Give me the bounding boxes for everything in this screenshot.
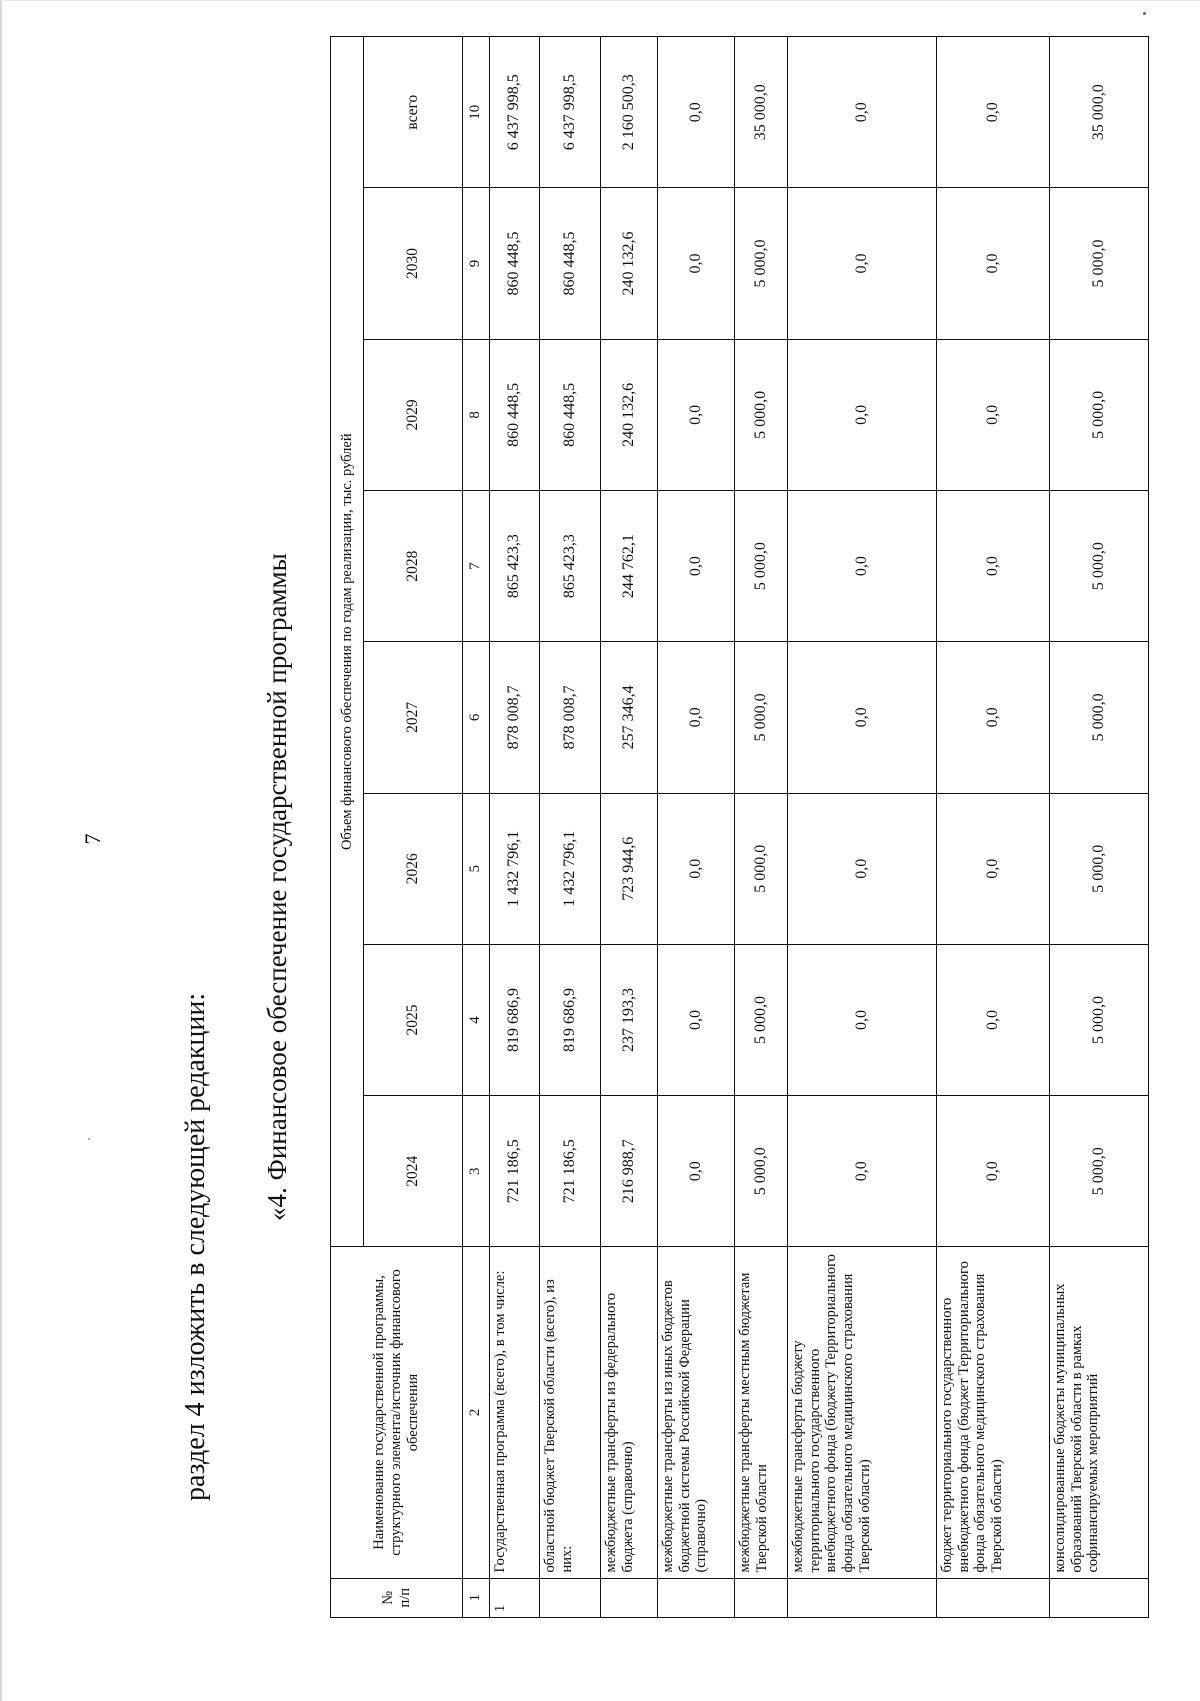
- row-value: 5 000,0: [735, 1096, 788, 1247]
- row-num: [937, 1578, 1050, 1617]
- row-total: 35 000,0: [1050, 37, 1149, 188]
- row-num: [601, 1578, 658, 1617]
- row-value: 721 186,5: [490, 1096, 540, 1247]
- row-value: 0,0: [937, 188, 1050, 339]
- table-row: [658, 37, 735, 1618]
- row-num: 1: [490, 1578, 540, 1617]
- column-index: 1: [463, 1578, 490, 1617]
- intro-line: раздел 4 изложить в следующей редакции:: [180, 992, 211, 1501]
- row-value: 865 423,3: [490, 490, 540, 641]
- row-value: 5 000,0: [1050, 642, 1149, 793]
- header-total: всего: [364, 37, 463, 188]
- table-row: [735, 37, 788, 1618]
- table-row: [788, 37, 937, 1618]
- row-value: 0,0: [788, 1096, 937, 1247]
- row-name: областной бюджет Тверской области (всего), из них:: [540, 1247, 601, 1578]
- row-value: 0,0: [788, 490, 937, 641]
- table-row: [540, 37, 601, 1618]
- column-index: 9: [463, 188, 490, 339]
- row-value: 5 000,0: [735, 642, 788, 793]
- row-value: 1 432 796,1: [540, 793, 601, 944]
- section-title: «4. Финансовое обеспечение государственной программы: [262, 553, 292, 1221]
- row-value: 0,0: [658, 642, 735, 793]
- row-value: 0,0: [658, 188, 735, 339]
- row-value: 819 686,9: [490, 944, 540, 1095]
- table-row: [937, 37, 1050, 1618]
- row-value: 0,0: [937, 944, 1050, 1095]
- row-value: 5 000,0: [735, 339, 788, 490]
- row-value: 878 008,7: [490, 642, 540, 793]
- row-value: 819 686,9: [540, 944, 601, 1095]
- row-name: межбюджетные трансферты из федерального бюджета (справочно): [601, 1247, 658, 1578]
- header-name: Наименование государственной программы, структурного элемента/источник финансового обеспечения: [331, 1247, 463, 1578]
- row-num: [540, 1578, 601, 1617]
- row-name: межбюджетные трансферты из иных бюджетов бюджетной системы Российской Федерации (справочно): [658, 1247, 735, 1578]
- header-year: 2030: [364, 188, 463, 339]
- row-total: 6 437 998,5: [540, 37, 601, 188]
- row-value: 5 000,0: [1050, 188, 1149, 339]
- row-value: 237 193,3: [601, 944, 658, 1095]
- page-number: 7: [80, 833, 105, 845]
- column-index: 5: [463, 793, 490, 944]
- row-value: 860 448,5: [490, 339, 540, 490]
- table-row: [601, 37, 658, 1618]
- header-year: 2026: [364, 793, 463, 944]
- row-value: 0,0: [937, 1096, 1050, 1247]
- row-value: 5 000,0: [1050, 944, 1149, 1095]
- table-row: [1050, 37, 1149, 1618]
- row-value: 240 132,6: [601, 339, 658, 490]
- row-value: 0,0: [658, 1096, 735, 1247]
- row-value: 5 000,0: [735, 490, 788, 641]
- row-value: 865 423,3: [540, 490, 601, 641]
- row-value: 878 008,7: [540, 642, 601, 793]
- row-value: 860 448,5: [540, 188, 601, 339]
- row-value: 0,0: [658, 490, 735, 641]
- row-value: 0,0: [937, 793, 1050, 944]
- row-value: 0,0: [788, 642, 937, 793]
- header-year: 2028: [364, 490, 463, 641]
- row-value: 0,0: [788, 944, 937, 1095]
- row-value: 0,0: [658, 339, 735, 490]
- row-value: 0,0: [658, 944, 735, 1095]
- row-value: 0,0: [788, 188, 937, 339]
- row-name: бюджет территориального государственного внебюджетного фонда (бюджет Территориального фонда обязательного медицинского страхования Тверской области): [937, 1247, 1050, 1578]
- row-value: 0,0: [937, 339, 1050, 490]
- row-value: 0,0: [788, 339, 937, 490]
- header-year: 2024: [364, 1096, 463, 1247]
- row-value: 244 762,1: [601, 490, 658, 641]
- financing-table: [330, 36, 1149, 1618]
- header-group: Объем финансового обеспечения по годам реализации, тыс. рублей: [331, 37, 364, 1247]
- row-total: 35 000,0: [735, 37, 788, 188]
- row-name: межбюджетные трансферты бюджету территориального государственного внебюджетного фонда (бюджету Территориального фонда обязательного медицинского страхования Тверской области): [788, 1247, 937, 1578]
- column-index: 2: [463, 1247, 490, 1578]
- row-value: 5 000,0: [1050, 1096, 1149, 1247]
- header-num: № п/п: [331, 1578, 463, 1617]
- row-num: [658, 1578, 735, 1617]
- row-total: 6 437 998,5: [490, 37, 540, 188]
- row-value: 257 346,4: [601, 642, 658, 793]
- column-index: 7: [463, 490, 490, 641]
- row-value: 721 186,5: [540, 1096, 601, 1247]
- header-year: 2027: [364, 642, 463, 793]
- row-value: 0,0: [788, 793, 937, 944]
- column-index: 6: [463, 642, 490, 793]
- row-total: 0,0: [788, 37, 937, 188]
- column-index-row: [463, 37, 490, 1618]
- row-value: 0,0: [937, 490, 1050, 641]
- column-index: 4: [463, 944, 490, 1095]
- row-value: 723 944,6: [601, 793, 658, 944]
- row-name: консолидированные бюджеты муниципальных образований Тверской области в рамках софинансируемых мероприятий: [1050, 1247, 1149, 1578]
- row-value: 5 000,0: [735, 793, 788, 944]
- row-value: 240 132,6: [601, 188, 658, 339]
- row-name: Государственная программа (всего), в том числе:: [490, 1247, 540, 1578]
- row-value: 0,0: [937, 642, 1050, 793]
- row-total: 0,0: [937, 37, 1050, 188]
- column-index: 10: [463, 37, 490, 188]
- row-value: 5 000,0: [1050, 490, 1149, 641]
- row-total: 0,0: [658, 37, 735, 188]
- row-value: 216 988,7: [601, 1096, 658, 1247]
- header-year: 2029: [364, 339, 463, 490]
- table-row: [490, 37, 540, 1618]
- row-value: 1 432 796,1: [490, 793, 540, 944]
- row-value: 5 000,0: [1050, 793, 1149, 944]
- row-value: 5 000,0: [735, 944, 788, 1095]
- row-value: 5 000,0: [735, 188, 788, 339]
- column-index: 3: [463, 1096, 490, 1247]
- row-name: межбюджетные трансферты местным бюджетам Тверской области: [735, 1247, 788, 1578]
- row-value: 5 000,0: [1050, 339, 1149, 490]
- row-num: [788, 1578, 937, 1617]
- header-row: [331, 37, 364, 1618]
- row-num: [1050, 1578, 1149, 1617]
- row-value: 860 448,5: [540, 339, 601, 490]
- row-num: [735, 1578, 788, 1617]
- row-value: 0,0: [658, 793, 735, 944]
- column-index: 8: [463, 339, 490, 490]
- header-year: 2025: [364, 944, 463, 1095]
- row-value: 860 448,5: [490, 188, 540, 339]
- row-total: 2 160 500,3: [601, 37, 658, 188]
